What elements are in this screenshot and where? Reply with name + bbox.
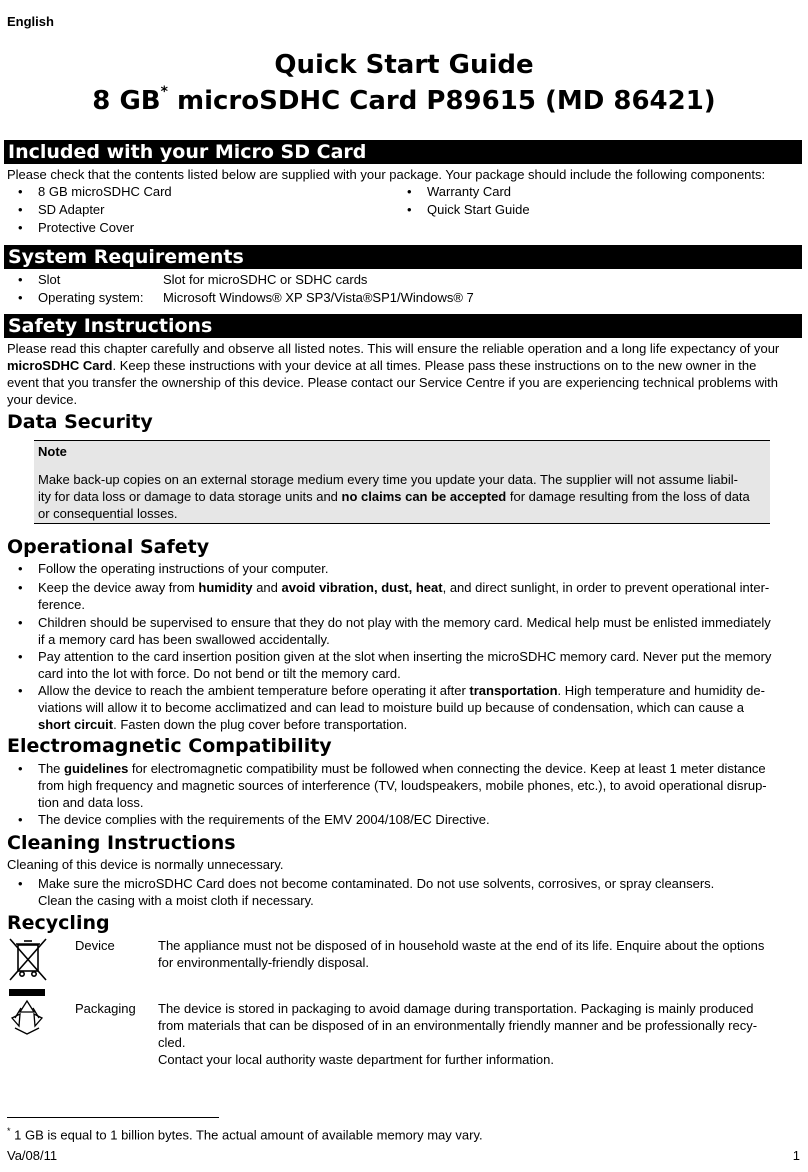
bullet: • [18, 683, 23, 698]
recycling-packaging-label: Packaging [75, 1001, 136, 1016]
note-title: Note [38, 444, 67, 459]
list-item: Protective Cover [38, 220, 135, 235]
footnote: * 1 GB is equal to 1 billion bytes. The actual amount of available memory may vary. [7, 1126, 483, 1143]
list-item: Allow the device to reach the ambient temperature before operating it after transportation. High temperature and humidity de- viations will allow it to become acclimatized and can lead to moisture build up because of condensation, which can cause a short circuit. Fasten down the plug cover before transportation. [38, 683, 765, 732]
document-subtitle: 8 GB* microSDHC Card P89615 (MD 86421) [92, 84, 716, 116]
section-heading-included: Included with your Micro SD Card [4, 140, 802, 164]
bullet: • [18, 761, 23, 776]
bullet: • [18, 580, 23, 595]
heading-cleaning: Cleaning Instructions [7, 832, 236, 854]
cleaning-paragraph: Cleaning of this device is normally unnecessary. [7, 857, 284, 872]
section-heading-system: System Requirements [4, 245, 802, 269]
req-label: Slot [38, 272, 61, 287]
heading-recycling: Recycling [7, 912, 110, 934]
bullet: • [18, 290, 23, 305]
heading-operational-safety: Operational Safety [7, 536, 210, 558]
list-item: Make sure the microSDHC Card does not become contaminated. Do not use solvents, corrosives, or spray cleansers. Clean the casing with a moist cloth if necessary. [38, 876, 715, 908]
recycling-icon [7, 988, 47, 1038]
document-title: Quick Start Guide [274, 50, 534, 80]
list-item: Warranty Card [427, 184, 512, 199]
bullet: • [18, 202, 23, 217]
recycling-device-text: The appliance must not be disposed of in household waste at the end of its life. Enquire about the options for environmentally-friendly disposal. [158, 938, 765, 970]
bullet: • [18, 649, 23, 664]
list-item: SD Adapter [38, 202, 105, 217]
bullet: • [407, 202, 412, 217]
list-item: Quick Start Guide [427, 202, 530, 217]
req-value: Slot for microSDHC or SDHC cards [163, 272, 368, 287]
list-item: Pay attention to the card insertion position given at the slot when inserting the microSDHC memory card. Never put the memory card into the lot with force. Do not bend or tilt the memory card. [38, 649, 772, 681]
bullet: • [18, 615, 23, 630]
bullet: • [18, 272, 23, 287]
heading-data-security: Data Security [7, 411, 153, 433]
bullet: • [18, 220, 23, 235]
safety-paragraph: Please read this chapter carefully and observe all listed notes. This will ensure the reliable operation and a long life expectancy of your microSDHC Card. Keep these instructions with your device at all times. Please pass these instructions on to the new owner in the event that you transfer the ownership of this device. Please contact our Service Centre if you are experiencing technical problems with your device. [7, 341, 780, 407]
language-label: English [7, 14, 54, 29]
heading-emc: Electromagnetic Compatibility [7, 735, 332, 757]
list-item: The device complies with the requirements of the EMV 2004/108/EC Directive. [38, 812, 490, 827]
list-item: The guidelines for electromagnetic compatibility must be followed when connecting the device. Keep at least 1 meter distance from high frequency and magnetic sources of interference (TV, loudspeakers, mobile phones, etc.), to avoid operational disrup- tion and data loss. [38, 761, 767, 810]
list-item: 8 GB microSDHC Card [38, 184, 172, 199]
note-box [34, 440, 770, 524]
bullet: • [18, 561, 23, 576]
bullet: • [18, 876, 23, 891]
list-item: Follow the operating instructions of your computer. [38, 561, 329, 576]
footnote-divider [7, 1117, 219, 1118]
included-intro: Please check that the contents listed below are supplied with your package. Your package should include the following components: [7, 167, 766, 182]
req-label: Operating system: [38, 290, 144, 305]
bullet: • [407, 184, 412, 199]
req-value: Microsoft Windows® XP SP3/Vista®SP1/Windows® 7 [163, 290, 474, 305]
bullet: • [18, 812, 23, 827]
recycling-packaging-text: The device is stored in packaging to avoid damage during transportation. Packaging is mainly produced from materials that can be disposed of in an environmentally friendly manner and be professionally recy- cled. Contact your local authority waste department for further information. [158, 1001, 758, 1067]
note-body: Make back-up copies on an external storage medium every time you update your data. The supplier will not assume liabil- ity for data loss or damage to data storage units and no claims can be accepted for damage resulting from the loss of data or consequential losses. [38, 472, 750, 521]
section-heading-safety: Safety Instructions [4, 314, 802, 338]
bullet: • [18, 184, 23, 199]
list-item: Keep the device away from humidity and avoid vibration, dust, heat, and direct sunlight, in order to prevent operational inter- ference. [38, 580, 770, 612]
list-item: Children should be supervised to ensure that they do not play with the memory card. Medical help must be enlisted immediately if a memory card has been swallowed accidentally. [38, 615, 771, 647]
page-number: 1 [792, 1148, 800, 1163]
footer-date: Va/08/11 [7, 1148, 58, 1163]
recycling-device-label: Device [75, 938, 115, 953]
weee-crossed-bin-icon [7, 936, 49, 984]
